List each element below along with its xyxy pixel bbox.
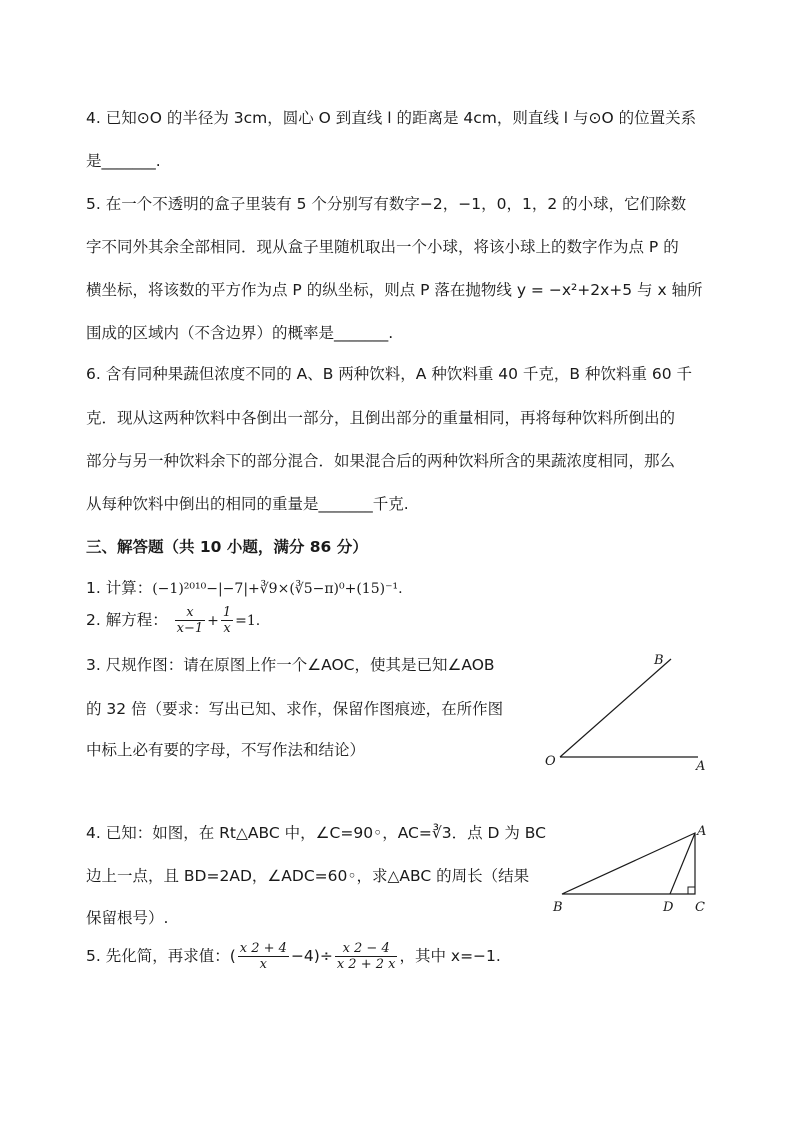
q6-line-3: 部分与另一种饮料余下的部分混合．如果混合后的两种饮料所含的果蔬浓度相同，那么 bbox=[86, 452, 676, 470]
q4-line-1: 4. 已知⊙O 的半径为 3cm，圆心 O 到直线 l 的距离是 4cm，则直线 l 与⊙O 的位置关系 bbox=[86, 109, 697, 127]
label-b: B bbox=[654, 653, 664, 668]
s3-q2-fraction-2 bbox=[221, 605, 233, 636]
s3-q5-mid: −4)÷ bbox=[290, 947, 333, 965]
s3-q1-prefix: 1. 计算： bbox=[86, 579, 153, 597]
label-c: C bbox=[695, 900, 705, 915]
s3-q2-fraction-1 bbox=[175, 605, 206, 636]
s3-q1 bbox=[86, 578, 403, 599]
s3-q3-line-3: 中标上必有要的字母，不写作法和结论） bbox=[86, 741, 366, 759]
label-d: D bbox=[663, 900, 674, 915]
q5-line-1: 5. 在一个不透明的盒子里装有 5 个分别写有数字−2，−1，0，1，2 的小球，它们除数 bbox=[86, 195, 687, 213]
s3-q2 bbox=[86, 604, 260, 637]
s3-q4-line-1: 4. 已知：如图，在 Rt△ABC 中，∠C=90◦，AC=∛3．点 D 为 BC bbox=[86, 824, 546, 842]
q6-line-1: 6. 含有同种果蔬但浓度不同的 A、B 两种饮料，A 种饮料重 40 千克，B 种饮料重 60 千 bbox=[86, 365, 693, 383]
label-a: A bbox=[697, 824, 707, 839]
s3-q2-frac1-numerator: x bbox=[175, 605, 206, 621]
q6-line-2: 克．现从这两种饮料中各倒出一部分，且倒出部分的重量相同，再将每种饮料所倒出的 bbox=[86, 409, 676, 427]
s3-q5-frac1-numerator: x 2 + 4 bbox=[239, 941, 287, 956]
s3-q2-frac2-denominator: x bbox=[223, 621, 231, 636]
s3-q5-frac2-denominator: x 2 + 2 x bbox=[336, 957, 396, 972]
right-angle-mark bbox=[688, 887, 695, 894]
s3-q3-line-1: 3. 尺规作图：请在原图上作一个∠AOC，使其是已知∠AOB bbox=[86, 656, 495, 674]
s3-q2-plus: + bbox=[207, 613, 219, 629]
s3-q4-line-2: 边上一点，且 BD=2AD，∠ADC=60◦，求△ABC 的周长（结果 bbox=[86, 867, 530, 885]
angle-aob-figure bbox=[540, 650, 720, 775]
s3-q5-fraction-1 bbox=[238, 941, 289, 972]
s3-q2-rhs: =1. bbox=[235, 613, 261, 629]
label-a: A bbox=[696, 759, 706, 774]
s3-q2-frac1-denominator: x−1 bbox=[176, 621, 204, 636]
s3-q5-frac1-denominator: x bbox=[259, 957, 268, 972]
q5-line-4: 围成的区域内（不含边界）的概率是_______. bbox=[86, 324, 394, 342]
s3-q1-expression: (−1)²⁰¹⁰−|−7|+∛9×(∛5−π)⁰+(15)⁻¹. bbox=[152, 581, 403, 597]
s3-q5 bbox=[86, 938, 501, 974]
q5-line-3: 横坐标，将该数的平方作为点 P 的纵坐标，则点 P 落在抛物线 y = −x²+2x+5 与 x 轴所 bbox=[86, 281, 703, 299]
q6-line-4: 从每种饮料中倒出的相同的重量是_______千克. bbox=[86, 495, 409, 513]
s3-q3-line-2: 的 32 倍（要求：写出已知、求作，保留作图痕迹，在所作图 bbox=[86, 700, 504, 718]
s3-q2-frac2-numerator: 1 bbox=[222, 605, 232, 620]
triangle-abc-figure bbox=[545, 823, 720, 923]
s3-q5-suffix: ，其中 x=−1. bbox=[399, 947, 501, 965]
s3-q2-prefix: 2. 解方程： bbox=[86, 611, 168, 629]
triangle-abc bbox=[562, 833, 695, 894]
ray-ob bbox=[560, 659, 671, 757]
s3-q5-frac2-numerator: x 2 − 4 bbox=[335, 941, 398, 957]
q4-line-2: 是_______. bbox=[86, 152, 161, 170]
s3-q5-fraction-2 bbox=[335, 941, 398, 972]
s3-q5-prefix: 5. 先化简，再求值：( bbox=[86, 947, 236, 965]
label-o: O bbox=[545, 754, 556, 769]
section-heading: 三、解答题（共 10 小题，满分 86 分） bbox=[86, 538, 368, 556]
s3-q4-line-3: 保留根号）. bbox=[86, 909, 169, 927]
q5-line-2: 字不同外其余全部相同．现从盒子里随机取出一个小球，将该小球上的数字作为点 P 的 bbox=[86, 238, 679, 256]
label-b: B bbox=[553, 900, 563, 915]
